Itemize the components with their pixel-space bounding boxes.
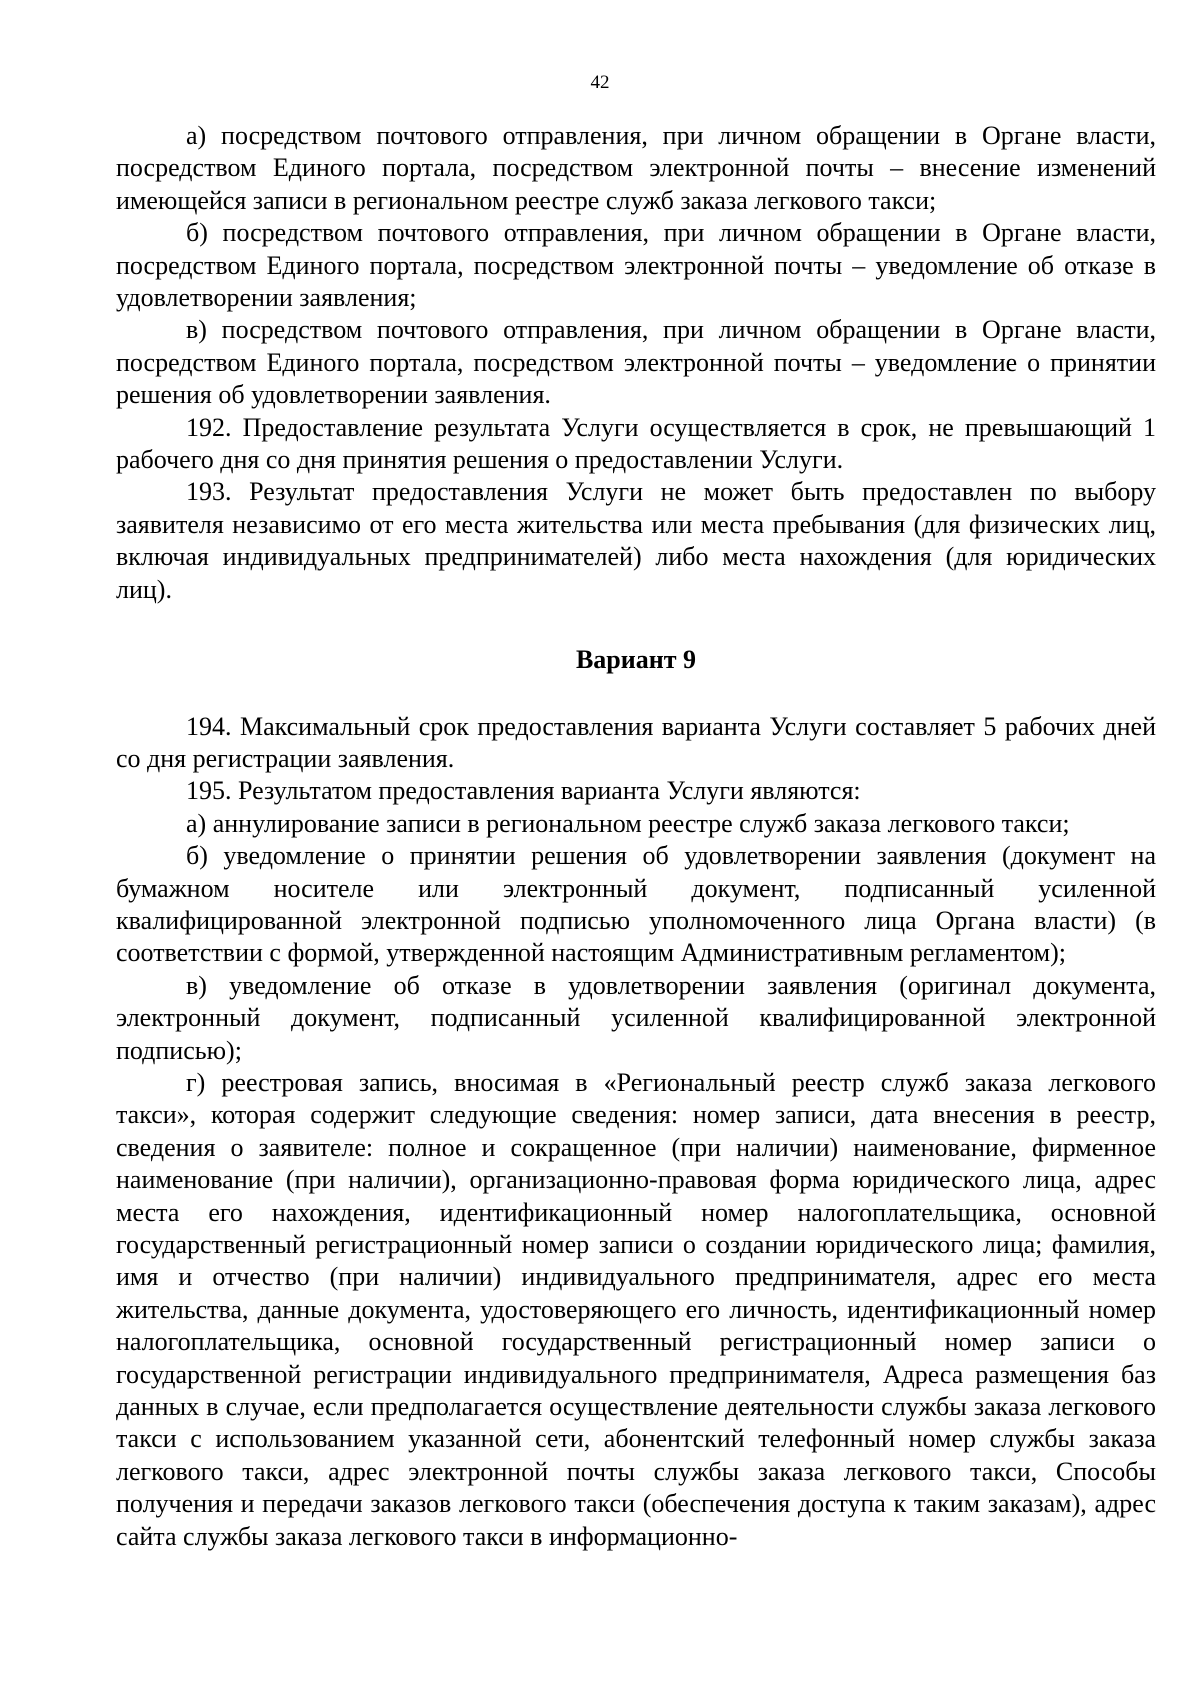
paragraph-193: 193. Результат предоставления Услуги не может быть предоставлен по выбору заявителя независимо от его места жительства или места пребывания (для физических лиц, включая индивидуальных предпринимателей) либо места нахождения (для юридических лиц). <box>116 477 1156 604</box>
paragraph-192: 192. Предоставление результата Услуги осуществляется в срок, не превышающий 1 рабочего дня со дня принятия решения о предоставлении Услуги. <box>116 412 1156 475</box>
paragraph-194: 194. Максимальный срок предоставления варианта Услуги составляет 5 рабочих дней со дня регистрации заявления. <box>116 711 1156 773</box>
paragraph-item-v-before: в) посредством почтового отправления, при личном обращении в Органе власти, посредством Единого портала, посредством электронной почты – уведомление о принятии решения об удовлетворении заявления. <box>116 315 1156 410</box>
document-body <box>116 120 1156 1553</box>
paragraph-item-a-before: а) посредством почтового отправления, при личном обращении в Органе власти, посредством Единого портала, посредством электронной почты – внесение изменений имеющейся записи в региональном реестре служб заказа легкового такси; <box>116 121 1156 215</box>
paragraph-195: 195. Результатом предоставления варианта Услуги являются: <box>186 776 861 806</box>
paragraph-item-v: в) уведомление об отказе в удовлетворении заявления (оригинал документа, электронный документ, подписанный усиленной квалифицированной электронной подписью); <box>116 970 1156 1065</box>
paragraph-item-b-before: б) посредством почтового отправления, при личном обращении в Органе власти, посредством Единого портала, посредством электронной почты – уведомление об отказе в удовлетворении заявления; <box>116 218 1156 313</box>
paragraph-item-g: г) реестровая запись, вносимая в «Региональный реестр служб заказа легкового такси», которая содержит следующие сведения: номер записи, дата внесения в реестр, сведения о заявителе: полное и сокращенное (при наличии) наименование, фирменное наименование (при наличии), организационно-правовая форма юридического лица, адрес места его нахождения, идентификационный номер налогоплательщика, основной государственный регистрационный номер записи о создании юридического лица; фамилия, имя и отчество (при наличии) индивидуального предпринимателя, адрес его места жительства, данные документа, удостоверяющего его личность, идентификационный номер налогоплательщика, основной государственный регистрационный номер записи о государственной регистрации индивидуального предпринимателя, Адреса размещения баз данных в случае, если предполагается осуществление деятельности службы заказа легкового такси с использованием указанной сети, абонентский телефонный номер службы заказа легкового такси, адрес электронной почты службы заказа легкового такси, Способы получения и передачи заказов легкового такси (обеспечения доступа к таким заказам), адрес сайта службы заказа легкового такси в информационно- <box>116 1067 1156 1551</box>
paragraph-item-a: а) аннулирование записи в региональном реестре служб заказа легкового такси; <box>186 808 1070 838</box>
section-heading: Вариант 9 <box>575 645 697 675</box>
paragraph-item-b: б) уведомление о принятии решения об удовлетворении заявления (документ на бумажном носителе или электронный документ, подписанный усиленной квалифицированной электронной подписью уполномоченного лица Органа власти) (в соответствии с формой, утвержденной настоящим Административным регламентом); <box>116 841 1156 968</box>
page-number: 42 <box>590 72 610 93</box>
